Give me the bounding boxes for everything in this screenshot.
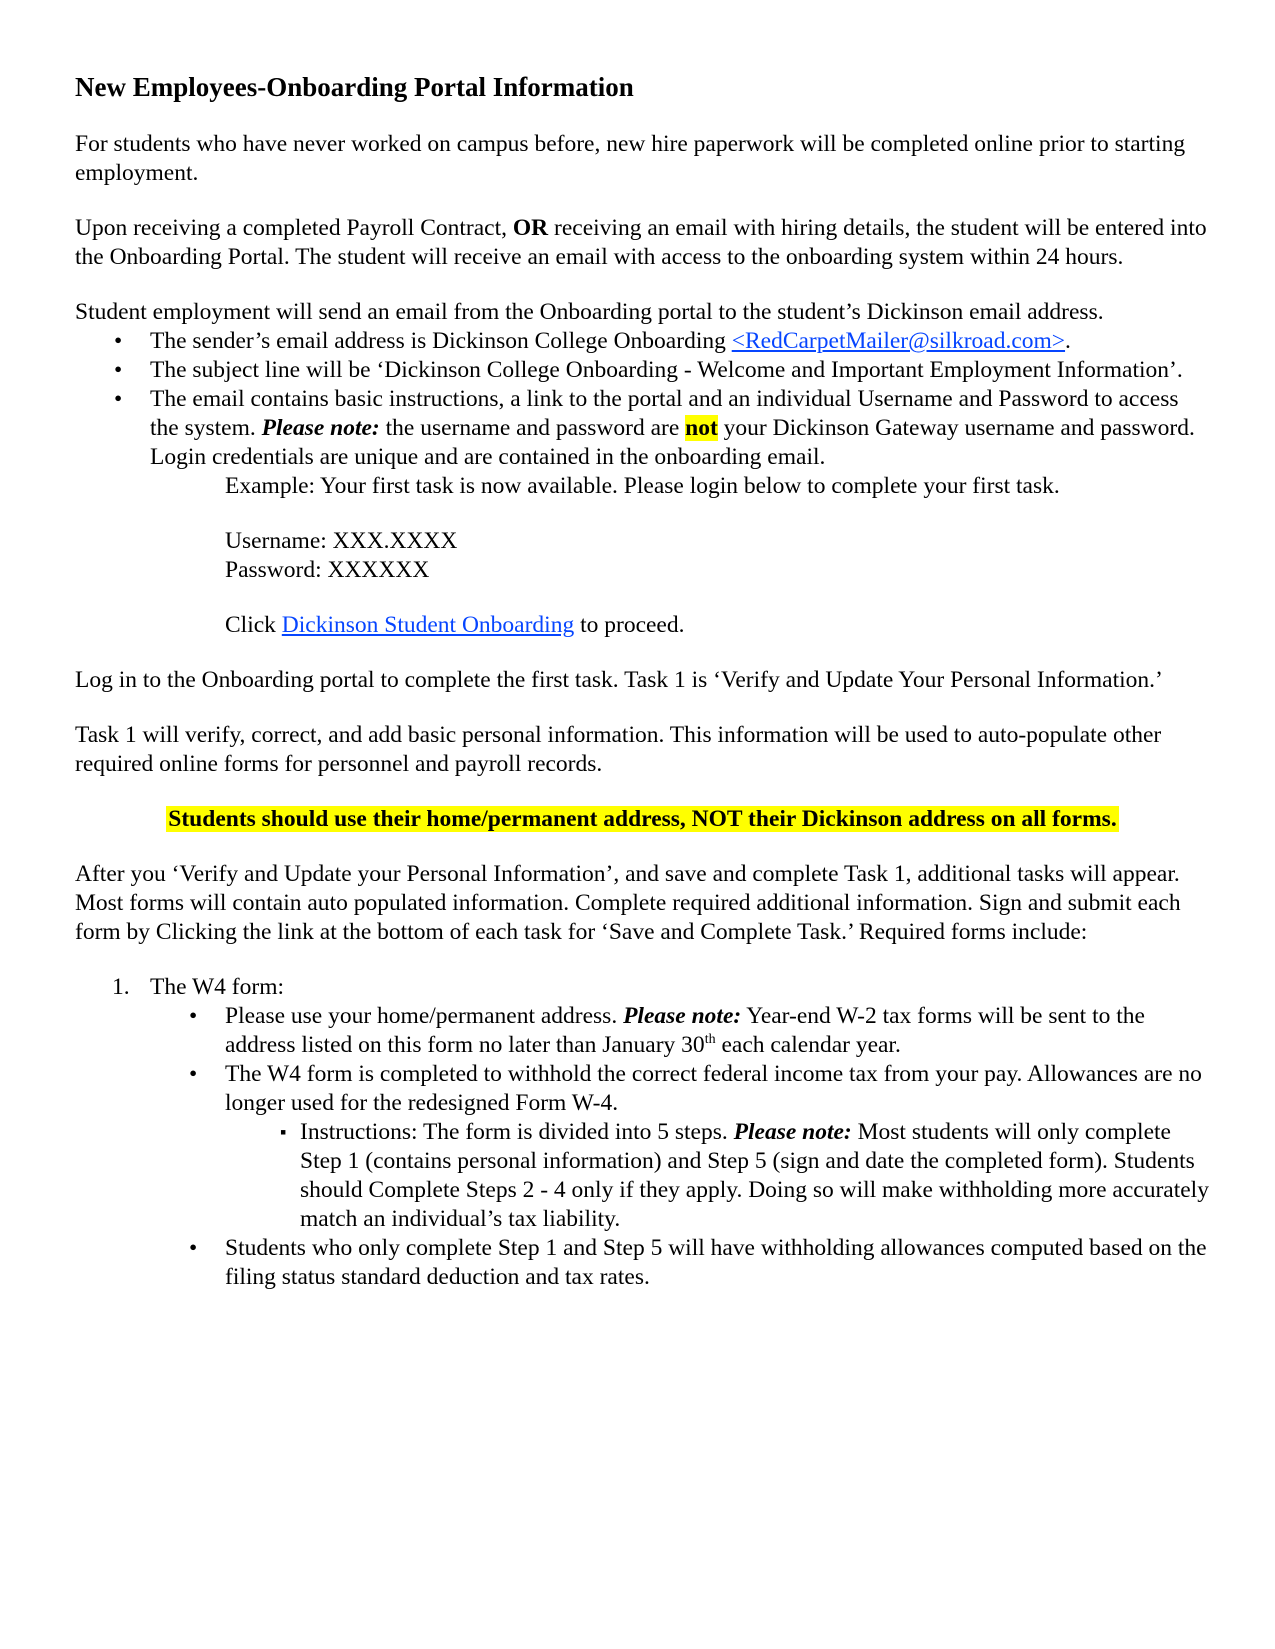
intro-paragraph: For students who have never worked on campus before, new hire paperwork will be completed online prior to starting employment. (75, 131, 1186, 186)
w4-address-text-b: Year-end W-2 tax forms will be sent to the address listed on this form no later than January 30 (225, 1003, 1145, 1058)
example-click-line (225, 611, 1210, 640)
list-item-w4 (112, 973, 1210, 1292)
list-item-credentials (150, 385, 1210, 472)
list-item-w4-withhold (225, 1060, 1210, 1234)
not-highlight: not (685, 415, 718, 441)
credentials-text-a: The email contains basic instructions, a link to the portal and an individual Username and Password to access the system. (150, 386, 1179, 441)
w4-withhold-text: The W4 form is completed to withhold the correct federal income tax from your pay. Allowances are no longer used for the redesigned Form W-4. (225, 1061, 1202, 1116)
or-emphasis: OR (512, 215, 549, 241)
task1-paragraph: Task 1 will verify, correct, and add basic personal information. This information will be used to auto-populate other required online forms for personnel and payroll records. (75, 722, 1162, 777)
list-item-subject: • The subject line will be ‘Dickinson College Onboarding - Welcome and Important Employment Information’. (150, 356, 1210, 385)
example-line: Example: Your first task is now available. Please login below to complete your first task. (225, 473, 1060, 499)
list-item-w4-allowances: • Students who only complete Step 1 and Step 5 will have withholding allowances computed based on the filing status standard deduction and tax rates. (225, 1234, 1210, 1292)
example-username: Username: XXX.XXXX (225, 528, 458, 554)
email-example-block (75, 472, 1210, 640)
instructions-text-a: Instructions: The form is divided into 5 steps. (300, 1119, 734, 1145)
please-note-label: Please note: (261, 415, 380, 441)
sender-period: . (1065, 328, 1071, 354)
w4-instructions-list (225, 1118, 1210, 1234)
email-details-list (75, 327, 1210, 472)
w4-address-text-a: Please use your home/permanent address. (225, 1003, 624, 1029)
login-paragraph: Log in to the Onboarding portal to complete the first task. Task 1 is ‘Verify and Update Your Personal Information.’ (75, 667, 1163, 693)
payroll-text-b: receiving an email with hiring details, the student will be entered into the Onboarding Portal. The student will receive an email with access to the onboarding system within 24 hours. (75, 215, 1207, 270)
list-number: 1. (112, 974, 130, 1000)
document-page (75, 70, 1210, 1292)
sender-text: The sender’s email address is Dickinson College Onboarding (150, 328, 732, 354)
address-banner (75, 805, 1210, 834)
payroll-paragraph (75, 214, 1210, 272)
list-item-sender (150, 327, 1210, 356)
click-text-b: to proceed. (574, 612, 685, 638)
sender-email-link[interactable]: <RedCarpetMailer@silkroad.com> (731, 328, 1066, 354)
payroll-text-a: Upon receiving a completed Payroll Contract, (75, 215, 513, 241)
address-banner-text: Students should use their home/permanent address, NOT their Dickinson address on all forms. (168, 806, 1117, 832)
example-password: Password: XXXXXX (225, 557, 430, 583)
onboarding-link[interactable]: Dickinson Student Onboarding (281, 612, 575, 638)
required-forms-list (75, 973, 1210, 1292)
w4-address-text-c: each calendar year. (715, 1032, 901, 1058)
list-item-instructions (300, 1118, 1210, 1234)
credentials-text-b: the username and password are (379, 415, 686, 441)
credentials-text-c: your Dickinson Gateway username and password. Login credentials are unique and are contained in the onboarding email. (150, 415, 1195, 470)
list-item-w4-address (225, 1002, 1210, 1060)
w4-details-list (150, 1002, 1210, 1292)
instructions-text-b: Most students will only complete Step 1 (contains personal information) and Step 5 (sign and date the completed form). Students should Complete Steps 2 - 4 only if they apply. Doing so will make withholding more accurately match an individual’s tax liability. (300, 1119, 1209, 1232)
email-paragraph: Student employment will send an email from the Onboarding portal to the student’s Dickinson email address. (75, 299, 1104, 325)
superscript-th: th (704, 1032, 716, 1048)
forms-intro-paragraph: After you ‘Verify and Update your Personal Information’, and save and complete Task 1, additional tasks will appear. Most forms will contain auto populated information. Complete required additional information. Sign and submit each form by Clicking the link at the bottom of each task for ‘Save and Complete Task.’ Required forms include: (75, 861, 1181, 945)
w4-label: The W4 form: (150, 974, 285, 1000)
please-note-label: Please note: (623, 1003, 742, 1029)
please-note-label: Please note: (733, 1119, 852, 1145)
click-text-a: Click (225, 612, 282, 638)
document-title: New Employees-Onboarding Portal Information (75, 72, 634, 102)
